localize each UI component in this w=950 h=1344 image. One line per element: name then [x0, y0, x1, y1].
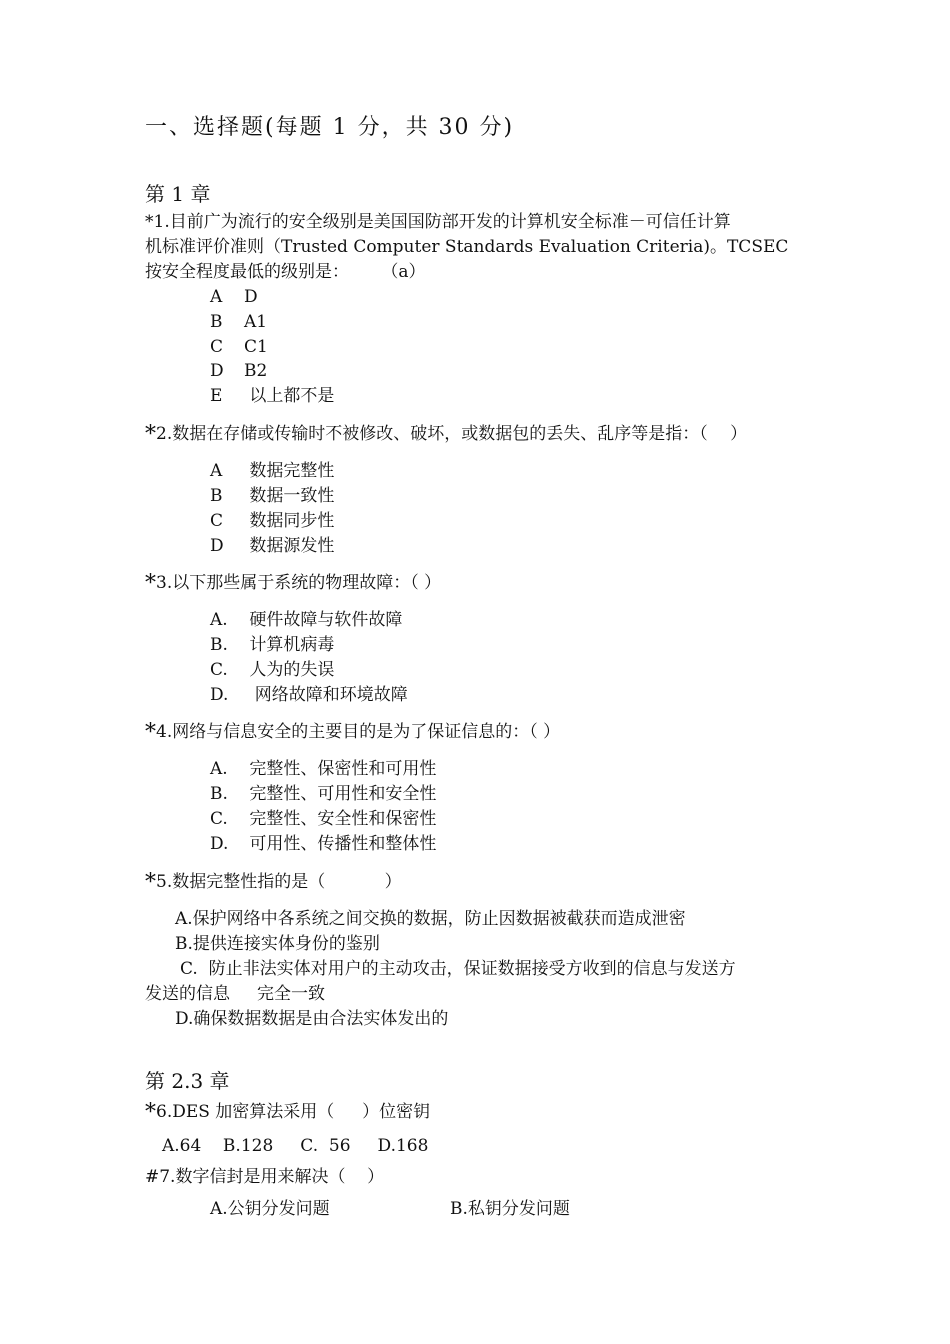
- q7-option-b: B.私钥分发问题: [450, 1199, 570, 1219]
- option-text: C1: [244, 337, 268, 357]
- q3-stem: [145, 571, 441, 596]
- option-text: 完整性、可用性和安全性: [244, 784, 437, 804]
- q5-star: *: [145, 870, 156, 895]
- option-text: 人为的失误: [244, 660, 335, 680]
- q2-star: *: [145, 422, 156, 447]
- q2-option: [210, 509, 334, 533]
- q7-stem: #7.数字信封是用来解决（ ）: [145, 1167, 385, 1187]
- option-text: 数据同步性: [244, 511, 335, 531]
- option-letter: B.: [210, 784, 228, 804]
- option-text: B2: [244, 361, 268, 381]
- option-text: 完整性、安全性和保密性: [244, 809, 437, 829]
- option-letter: A.: [210, 610, 228, 630]
- q5-option-b: B.提供连接实体身份的鉴别: [175, 934, 380, 954]
- q3-option: [210, 633, 334, 657]
- q6-stem: [145, 1100, 430, 1125]
- option-letter: B: [210, 312, 223, 332]
- option-letter: D: [210, 536, 224, 556]
- option-letter: C: [210, 511, 224, 531]
- q5-stem: [145, 870, 402, 895]
- q1-option: [210, 285, 258, 309]
- section-title: 一、选择题(每题 1 分，共 30 分): [145, 115, 515, 140]
- q7-option-a: A.公钥分发问题: [210, 1199, 330, 1219]
- option-text: A1: [244, 312, 268, 332]
- q5-option-a: A.保护网络中各系统之间交换的数据，防止因数据被截获而造成泄密: [175, 909, 686, 929]
- option-letter: C: [210, 337, 224, 357]
- option-letter: B.: [210, 635, 228, 655]
- q3-option: [210, 658, 334, 682]
- q6-options: A.64 B.128 C. 56 D.168: [162, 1136, 429, 1156]
- chapter-1-heading: 第 1 章: [145, 182, 211, 206]
- q6-star: *: [145, 1100, 156, 1125]
- option-text: 计算机病毒: [244, 635, 335, 655]
- chapter-2-3-heading: 第 2.3 章: [145, 1069, 230, 1093]
- q4-stem: [145, 720, 560, 745]
- option-letter: A.: [210, 759, 228, 779]
- option-text: 硬件故障与软件故障: [244, 610, 403, 630]
- q4-option: [210, 832, 436, 856]
- q2-option: [210, 534, 334, 558]
- q2-text: 2.数据在存储或传输时不被修改、破坏，或数据包的丢失、乱序等是指：（ ）: [156, 424, 748, 444]
- q2-option: [210, 484, 334, 508]
- q1-option: [210, 335, 268, 359]
- q4-option: [210, 757, 436, 781]
- q4-option: [210, 807, 436, 831]
- q4-star: *: [145, 720, 156, 745]
- q3-option: [210, 608, 402, 632]
- q5-option-c-line2: 发送的信息 完全一致: [145, 984, 326, 1004]
- option-text: 数据一致性: [244, 486, 335, 506]
- option-letter: D.: [210, 685, 229, 705]
- q6-text: 6.DES 加密算法采用（ ）位密钥: [156, 1102, 431, 1122]
- q3-option: [210, 683, 408, 707]
- option-letter: A: [210, 461, 223, 481]
- option-text: 数据完整性: [244, 461, 335, 481]
- option-text: 以上都不是: [244, 386, 335, 406]
- option-letter: C.: [210, 809, 228, 829]
- option-letter: A: [210, 287, 223, 307]
- q1-line3: 按安全程度最低的级别是： （a）: [145, 262, 426, 282]
- q5-option-d: D.确保数据数据是由合法实体发出的: [175, 1009, 449, 1029]
- option-text: 完整性、保密性和可用性: [244, 759, 437, 779]
- q1-option: [210, 384, 334, 408]
- option-letter: D.: [210, 834, 229, 854]
- q1-line2: 机标准评价准则（Trusted Computer Standards Evaluation Criteria)。TCSEC: [145, 237, 789, 257]
- q2-option: [210, 459, 334, 483]
- option-letter: E: [210, 386, 223, 406]
- q5-text: 5.数据完整性指的是（ ）: [156, 872, 402, 892]
- q1-option: [210, 359, 267, 383]
- q4-option: [210, 782, 436, 806]
- q4-text: 4.网络与信息安全的主要目的是为了保证信息的：（ ）: [156, 722, 561, 742]
- option-letter: D: [210, 361, 224, 381]
- option-letter: B: [210, 486, 223, 506]
- q1-line1: *1.目前广为流行的安全级别是美国国防部开发的计算机安全标准－可信任计算: [145, 212, 731, 232]
- option-letter: C.: [210, 660, 228, 680]
- option-text: 网络故障和环境故障: [244, 685, 408, 705]
- q5-option-c-line1: C. 防止非法实体对用户的主动攻击，保证数据接受方收到的信息与发送方: [180, 959, 736, 979]
- q3-star: *: [145, 571, 156, 596]
- q1-option: [210, 310, 267, 334]
- option-text: D: [244, 287, 258, 307]
- q2-stem: [145, 422, 747, 447]
- q3-text: 3.以下那些属于系统的物理故障：（ ）: [156, 573, 442, 593]
- option-text: 可用性、传播性和整体性: [244, 834, 437, 854]
- option-text: 数据源发性: [244, 536, 335, 556]
